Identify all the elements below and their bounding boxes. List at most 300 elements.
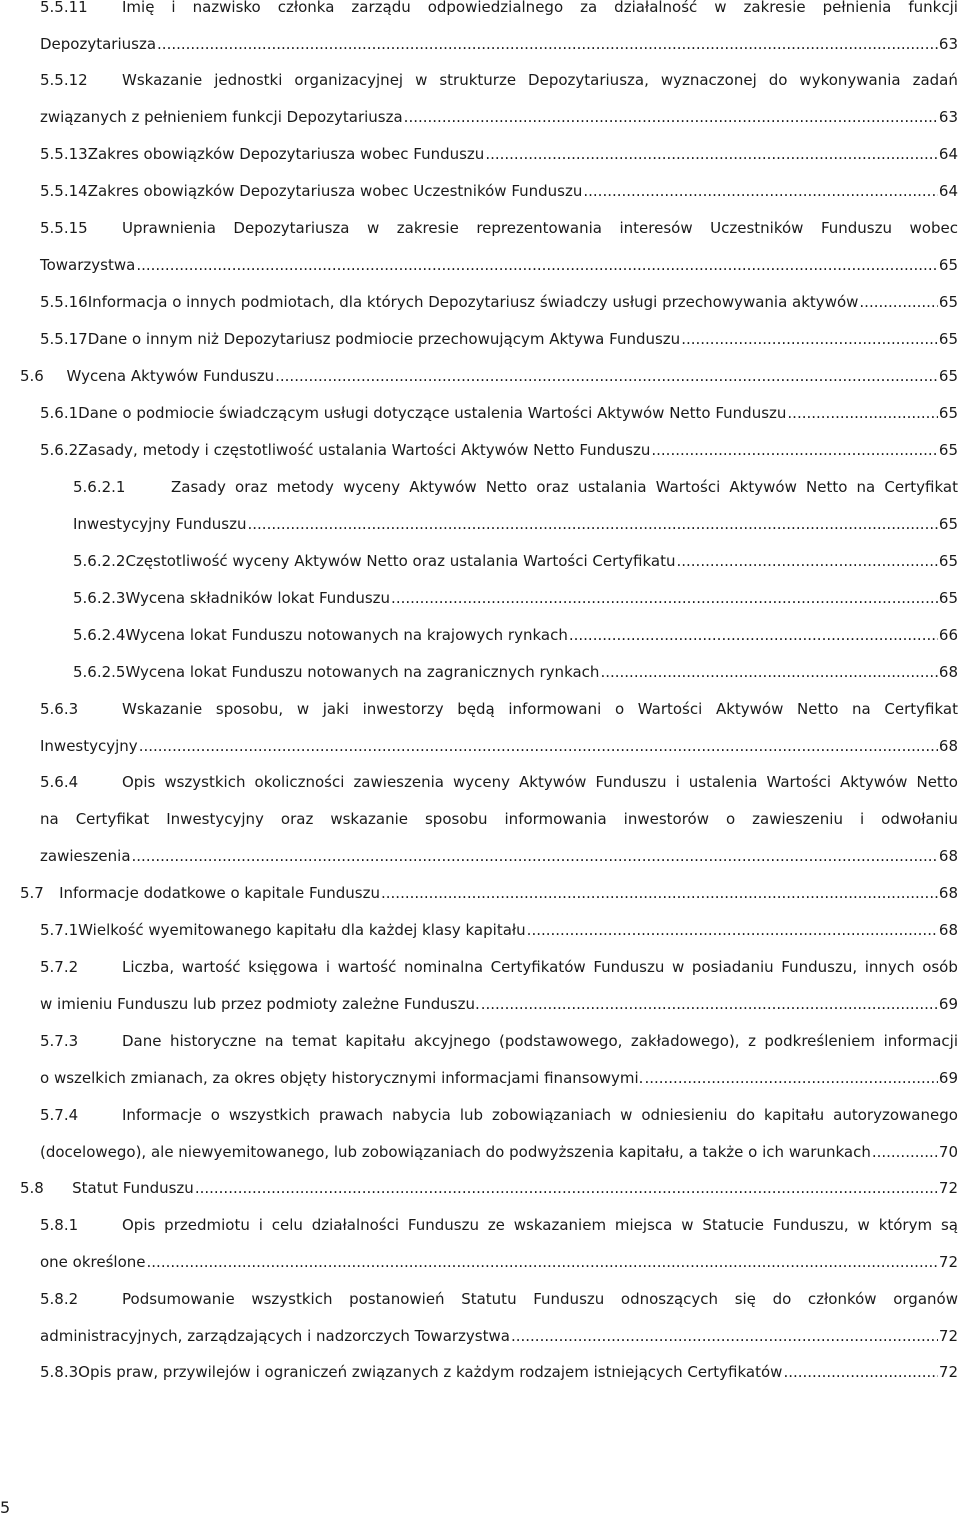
toc-word: posiadaniu [691,958,774,976]
toc-word: zobowiązaniach [492,1106,612,1124]
toc-entry-number: 5.8.3 [40,1363,79,1381]
toc-word: historyczne [169,1032,257,1050]
toc-word: Statutu [461,1290,517,1308]
toc-word: i [325,958,330,976]
toc-entry-line [73,662,958,682]
toc-word: informowani [508,700,602,718]
toc-word: Netto [797,700,839,718]
toc-entry[interactable] [40,1105,958,1162]
toc-word: w [671,958,685,976]
toc-word: wobec [909,219,958,237]
toc-page-number: 72 [938,1363,958,1381]
toc-entry-title: Częstotliwość wyceny Aktywów Netto oraz ustalania Wartości Certyfikatu [125,552,676,570]
dot-leader [195,1178,938,1198]
toc-word: o [210,1106,220,1124]
toc-entry-title: (docelowego), ale niewyemitowanego, lub zobowiązaniach do podwyższenia kapitału, a także o ich warunkach [40,1143,871,1161]
toc-entry-line [40,144,958,164]
toc-word: Wartości [637,700,703,718]
toc-entry-title [122,1105,958,1125]
toc-entry[interactable] [20,1178,958,1198]
toc-word: celu [271,1216,303,1234]
toc-page-number: 68 [938,847,958,865]
toc-word: wszystkich [164,773,246,791]
toc-word: Certyfikat [884,700,958,718]
toc-entry-title: Informacje dodatkowe o kapitale Funduszu [59,884,380,902]
toc-entry-number: 5.5.15 [40,219,88,237]
toc-word: Wartości [766,773,831,791]
toc-page-number: 64 [938,145,958,163]
toc-entry-title: administracyjnych, zarządzających i nadzorczych Towarzystwa [40,1327,510,1345]
dot-leader [139,736,938,756]
toc-word: autoryzowanego [833,1106,958,1124]
toc-word: Funduszu, [772,1216,849,1234]
toc-word: jaki [322,700,349,718]
toc-entry-line [20,1178,958,1198]
toc-entry-line [73,588,958,608]
toc-word: w [296,700,310,718]
toc-entry-line [20,366,958,386]
toc-word: w [366,219,380,237]
toc-word: oraz [280,810,314,828]
toc-word: Wskazanie [122,700,203,718]
toc-word: innych [864,958,915,976]
toc-word: Opis [122,773,156,791]
toc-word: działalności [311,1216,400,1234]
toc-entry-line [40,1105,958,1125]
toc-entry-number: 5.6.2 [40,441,79,459]
toc-entry-line [40,1215,958,1235]
toc-entry[interactable] [40,144,958,164]
toc-word: (podstawowego, [499,1032,623,1050]
toc-entry-title: zawieszenia [40,847,131,865]
toc-entry-title: Informacja o innych podmiotach, dla których Depozytariusz świadczy usługi przechowywania aktywów [87,293,859,311]
toc-word: Inwestycyjny [166,810,264,828]
toc-entry-title [122,699,958,719]
toc-word: kapitału [345,1032,406,1050]
toc-word: członków [807,1290,877,1308]
toc-page-number: 65 [938,293,958,311]
toc-entry-title [122,772,958,792]
toc-entry-line [40,255,958,275]
toc-entry-line [20,883,958,903]
toc-word: miejsca [614,1216,673,1234]
toc-entry[interactable] [40,70,958,127]
toc-entry[interactable] [40,440,958,460]
toc-word: Aktywów [409,478,477,496]
toc-entry[interactable] [40,1362,958,1382]
toc-word: interesów [619,219,693,237]
toc-word: z [748,1032,756,1050]
toc-word: są [940,1216,958,1234]
toc-word: wszystkich [251,1290,333,1308]
toc-entry-title: Dane o innym niż Depozytariusz podmiocie przechowującym Aktywa Funduszu [87,330,681,348]
toc-word: do [768,71,788,89]
toc-page-number: 65 [938,552,958,570]
toc-word: i [171,0,176,16]
dot-leader [676,551,937,571]
toc-word: jednostki [214,71,283,89]
dot-leader [681,329,938,349]
toc-entry-title: związanych z pełnieniem funkcji Depozytariusza [40,108,403,126]
toc-word: Imię [122,0,155,16]
toc-entry-line [40,1252,958,1272]
toc-word: na [40,810,59,828]
toc-word: reprezentowania [476,219,602,237]
dot-leader [644,1068,937,1088]
toc-entry-title: o wszelkich zmianach, za okres objęty historycznymi informacjami finansowymi. [40,1069,644,1087]
toc-entry-number: 5.6.2.4 [73,626,126,644]
toc-word: wartość [337,958,397,976]
toc-word: nabycia [392,1106,451,1124]
toc-word: Certyfikat [75,810,150,828]
dot-leader [275,366,938,386]
toc-word: Aktywów [840,773,908,791]
toc-page-number: 64 [938,182,958,200]
toc-entry[interactable] [40,957,958,1014]
toc-entry-title: Dane o podmiocie świadczącym usługi dotyczące ustalenia Wartości Aktywów Netto Funduszu [78,404,787,422]
toc-entry-title: Zasady, metody i częstotliwość ustalania Wartości Aktywów Netto Funduszu [78,441,651,459]
toc-entry-title: Inwestycyjny [40,737,138,755]
toc-entry-title [122,218,958,238]
toc-entry-number: 5.8.2 [40,1290,79,1308]
dot-leader [381,883,938,903]
toc-word: Uczestników [710,219,804,237]
toc-word: ustalania [577,478,647,496]
toc-word: pełnienia [822,0,892,16]
toc-entry[interactable] [40,477,958,534]
toc-word: i [258,1216,263,1234]
toc-entry-title: Inwestycyjny Funduszu [73,515,247,533]
toc-word: funkcji [908,0,958,16]
toc-word: wyceny [343,478,401,496]
toc-page-number: 72 [938,1179,958,1197]
dot-leader [527,920,938,940]
toc-entry-number: 5.7 [20,884,44,902]
toc-page-number: 68 [938,663,958,681]
toc-entry-line [40,846,958,866]
dot-leader [787,403,938,423]
toc-entry-title: Zakres obowiązków Depozytariusza wobec Uczestników Funduszu [87,182,583,200]
dot-leader [600,662,937,682]
toc-page-number: 72 [938,1253,958,1271]
toc-entry-line [40,1362,958,1382]
toc-word: do [736,1106,756,1124]
toc-entry[interactable] [20,366,958,386]
toc-page-number: 63 [938,108,958,126]
toc-word: w [681,1216,694,1234]
toc-word: członka [277,0,335,16]
toc-entry-title [122,1289,958,1309]
toc-entry-line [40,292,958,312]
toc-word: Aktywów [519,773,587,791]
toc-entry-line [40,920,958,940]
toc-word: Aktywów [715,700,784,718]
toc-page-number: 65 [938,515,958,533]
toc-word: będą [457,700,495,718]
toc-entry[interactable] [40,920,958,940]
toc-word: Wskazanie [122,71,203,89]
toc-word: Certyfikatów [490,958,586,976]
toc-word: Funduszu [593,958,665,976]
toc-entry-number: 5.6.2.3 [73,589,126,607]
toc-word: Podsumowanie [122,1290,235,1308]
toc-entry-title [171,477,958,497]
toc-entry[interactable] [73,662,958,682]
toc-entry-number: 5.6.2.2 [73,552,126,570]
toc-word: Statucie [702,1216,764,1234]
toc-entry-line [40,329,958,349]
toc-entry-line [40,1289,958,1309]
toc-page-number: 68 [938,884,958,902]
toc-word: ze [487,1216,505,1234]
toc-word: Dane [122,1032,162,1050]
toc-word: ustalenia [688,773,758,791]
toc-entry-number: 5.6.3 [40,700,79,718]
toc-word: przedmiotu [164,1216,250,1234]
toc-entry-number: 5.5.14 [40,182,88,200]
page-number: 5 [0,1498,11,1517]
toc-word: nominalna [404,958,484,976]
toc-word: temat [292,1032,337,1050]
toc-entry-title [122,1031,958,1051]
dot-leader [132,846,938,866]
toc-entry-title: Wielkość wyemitowanego kapitału dla każdej klasy kapitału [78,921,526,939]
toc-word: wyznaczonej [660,71,757,89]
toc-entry-title: Zakres obowiązków Depozytariusza wobec Funduszu [87,145,485,163]
toc-page-number: 65 [938,404,958,422]
toc-word: zakładowego), [630,1032,740,1050]
toc-word: księgowa [248,958,319,976]
toc-entry-number: 5.8.1 [40,1216,79,1234]
toc-entry[interactable] [40,699,958,756]
dot-leader [511,1326,938,1346]
toc-entry-line [73,514,958,534]
toc-word: lub [459,1106,484,1124]
toc-entry-line [40,107,958,127]
toc-word: metody [276,478,334,496]
toc-word: zawieszenia [353,773,444,791]
toc-entry[interactable] [73,551,958,571]
toc-page-number: 65 [938,256,958,274]
toc-word: sposobu, [215,700,284,718]
toc-word: o [725,810,736,828]
toc-word: inwestorów [623,810,709,828]
toc-entry-title [122,1215,958,1235]
toc-entry[interactable] [40,329,958,349]
toc-entry[interactable] [40,0,958,54]
dot-leader [783,1362,937,1382]
toc-word: podkreśleniem [764,1032,876,1050]
toc-word: organów [893,1290,958,1308]
toc-entry-line [40,736,958,756]
toc-entry-title: Towarzystwa [40,256,136,274]
toc-word: wartość [181,958,241,976]
toc-word: na [856,478,876,496]
toc-entry-number: 5.7.3 [40,1032,79,1050]
toc-word: wyceny [452,773,510,791]
toc-entry-line [40,994,958,1014]
toc-word: nazwisko [192,0,261,16]
toc-page-number: 63 [938,35,958,53]
toc-entry[interactable] [40,181,958,201]
toc-entry-line [40,403,958,423]
toc-word: Funduszu [595,773,667,791]
toc-word: w [857,1216,870,1234]
toc-entry-number: 5.8 [20,1179,44,1197]
toc-word: Wartości [655,478,721,496]
toc-word: Funduszu [533,1290,605,1308]
toc-word: Funduszu [820,219,892,237]
toc-entry[interactable] [40,218,958,275]
toc-word: Funduszu [407,1216,479,1234]
toc-word: Depozytariusza, [528,71,649,89]
toc-word: Aktywów [729,478,797,496]
toc-page-number: 65 [938,367,958,385]
toc-word: w [620,1106,633,1124]
toc-entry[interactable] [40,292,958,312]
toc-word: strukturze [439,71,517,89]
toc-entry-number: 5.5.16 [40,293,88,311]
toc-word: sposobu [424,810,488,828]
toc-word: o [614,700,625,718]
toc-entry-line [40,1326,958,1346]
toc-word: i [859,810,865,828]
dot-leader [651,440,938,460]
toc-entry-title: Opis praw, przywilejów i ograniczeń związanych z każdym rodzajem istniejących Certyfikatów [78,1363,783,1381]
toc-entry-title [122,0,958,17]
toc-page-number: 70 [938,1143,958,1161]
toc-word: i [675,773,680,791]
toc-word: informowania [504,810,607,828]
dot-leader [248,514,938,534]
toc-entry[interactable] [40,1031,958,1088]
dot-leader [136,255,938,275]
toc-entry-number: 5.7.1 [40,921,79,939]
dot-leader [485,144,938,164]
toc-entry-line [40,809,958,829]
toc-word: na [264,1032,284,1050]
toc-word: zarządu [351,0,411,16]
toc-word: do [772,1290,792,1308]
toc-entry-line [40,699,958,719]
dot-leader [583,181,938,201]
toc-word: zadań [912,71,958,89]
toc-entry-title [122,70,958,90]
toc-word: Liczba, [122,958,175,976]
toc-word: wykonywania [799,71,901,89]
toc-entry-number: 5.6.1 [40,404,79,422]
toc-page-number: 68 [938,921,958,939]
toc-page-number: 65 [938,589,958,607]
toc-entry-title: Wycena lokat Funduszu notowanych na zagranicznych rynkach [125,663,600,681]
toc-word: odniesieniu [641,1106,728,1124]
toc-word: organizacyjnej [294,71,404,89]
toc-entry-number: 5.6.2.5 [73,663,126,681]
toc-word: w [714,0,727,16]
toc-entry-line [40,0,958,17]
toc-entry-title: Depozytariusza [40,35,157,53]
toc-entry[interactable] [40,1289,958,1346]
toc-entry-title: Wycena Aktywów Funduszu [66,367,275,385]
toc-entry-line [40,440,958,460]
toc-word: Informacje [122,1106,202,1124]
toc-word: Certyfikat [884,478,958,496]
toc-word: postanowień [349,1290,445,1308]
toc-word: okoliczności [254,773,345,791]
toc-entry-title: Wycena składników lokat Funduszu [125,589,391,607]
toc-entry-line [40,957,958,977]
toc-entry-title: Statut Funduszu [72,1179,194,1197]
toc-entry[interactable] [40,403,958,423]
toc-word: działalność [614,0,698,16]
toc-entry-line [40,1142,958,1162]
toc-entry[interactable] [40,1215,958,1272]
toc-entry-number: 5.7.2 [40,958,79,976]
toc-page-number: 66 [938,626,958,644]
toc-entry-line [73,551,958,571]
toc-entry-title: one określone [40,1253,146,1271]
toc-page-number: 65 [938,330,958,348]
toc-word: Opis [122,1216,156,1234]
toc-word: kapitału [764,1106,825,1124]
toc-word: osób [922,958,958,976]
toc-word: którym [878,1216,933,1234]
toc-entry[interactable] [73,588,958,608]
toc-entry-title [122,957,958,977]
toc-entry[interactable] [40,772,958,866]
toc-page-number: 69 [938,995,958,1013]
toc-entry-number: 5.5.13 [40,145,88,163]
toc-word: informacji [883,1032,958,1050]
dot-leader [147,1252,938,1272]
toc-page-number: 68 [938,737,958,755]
toc-entry-number: 5.6 [20,367,44,385]
toc-entry-line [40,1031,958,1051]
toc-word: oraz [536,478,569,496]
toc-word: wszystkich [228,1106,311,1124]
toc-entry[interactable] [73,625,958,645]
toc-entry[interactable] [20,883,958,903]
dot-leader [859,292,938,312]
toc-entry-number: 5.5.12 [40,71,88,89]
toc-word: zawieszeniu [752,810,843,828]
toc-entry-line [40,70,958,90]
toc-entry-number: 5.5.17 [40,330,88,348]
toc-word: Zasady [171,478,226,496]
toc-entry-line [40,1068,958,1088]
toc-word: Depozytariusza [233,219,350,237]
toc-entry-title: w imieniu Funduszu lub przez podmioty zależne Funduszu. [40,995,480,1013]
toc-entry-line [73,477,958,497]
toc-entry-line [40,218,958,238]
toc-word: inwestorzy [362,700,444,718]
toc-word: na [852,700,871,718]
toc-word: akcyjnego [413,1032,491,1050]
toc-entry-title: Wycena lokat Funduszu notowanych na krajowych rynkach [125,626,568,644]
toc-entry-line [40,34,958,54]
dot-leader [569,625,938,645]
dot-leader [404,107,938,127]
toc-page-number: 69 [938,1069,958,1087]
toc-word: Netto [806,478,848,496]
toc-word: odpowiedzialnego [427,0,564,16]
toc-word: prawach [319,1106,384,1124]
toc-word: odwołaniu [881,810,958,828]
toc-entry-line [40,181,958,201]
toc-word: oraz [235,478,268,496]
toc-word: w [415,71,428,89]
toc-entry-number: 5.6.2.1 [73,478,126,496]
